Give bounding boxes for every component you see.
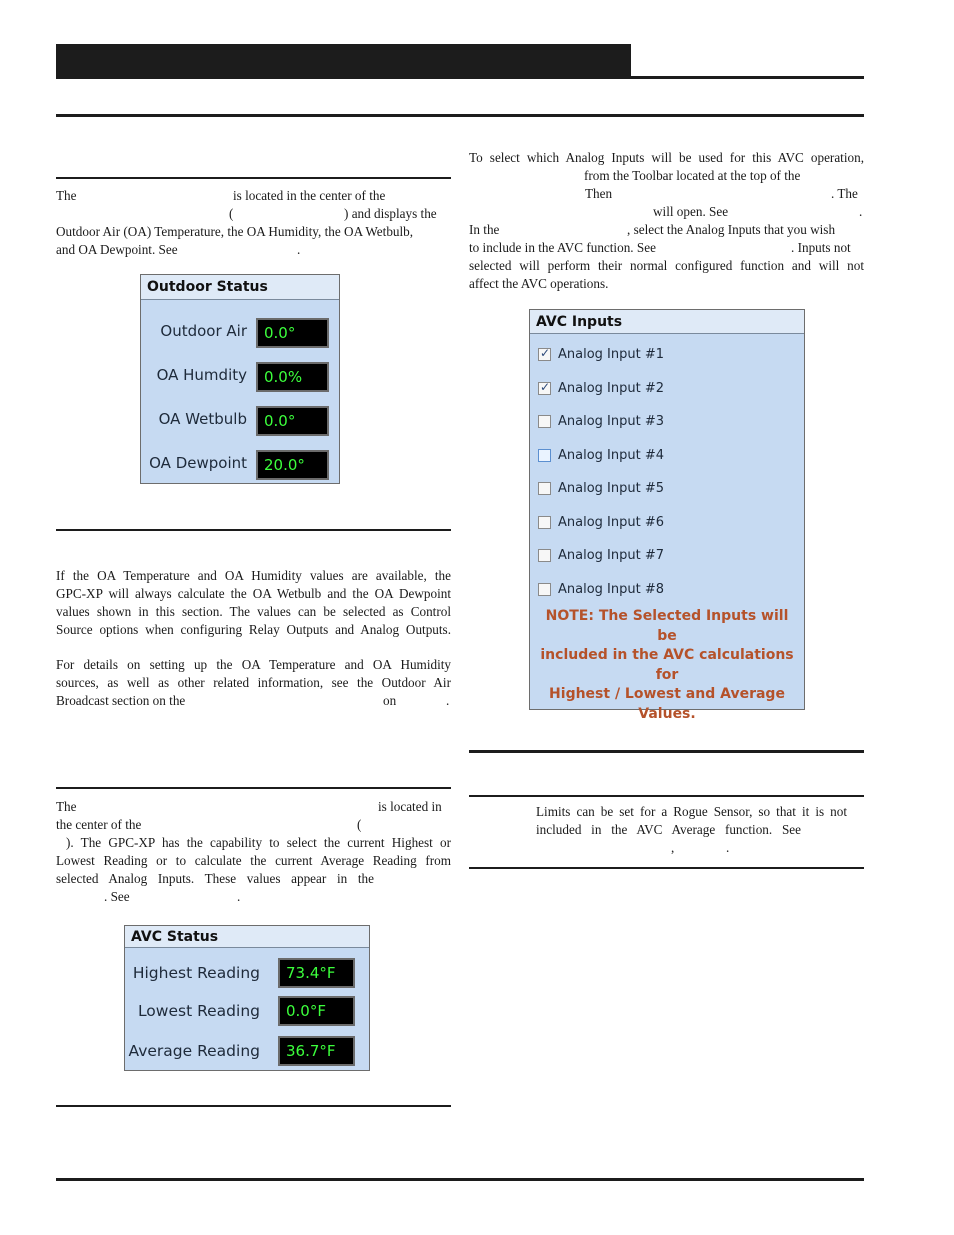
note-line: NOTE: The Selected Inputs will be [545, 608, 789, 644]
top-divider [56, 114, 864, 117]
text-line: on [383, 693, 397, 708]
oa-dewpoint-value: 20.0° [256, 450, 329, 480]
checkbox-unchecked-icon[interactable] [538, 516, 551, 529]
text-line: , [671, 840, 675, 855]
text-line: is located in [378, 799, 442, 814]
text-line: to include in the AVC function. See [469, 240, 656, 255]
section-rule-oa-calc [56, 529, 451, 531]
text-line: selected Analog Inputs. These values appear in the [56, 871, 374, 886]
analog-input-label: Analog Input #1 [558, 346, 665, 362]
note-box-top-rule [469, 795, 864, 797]
text-line: selected will perform their normal configured function and will not [469, 258, 864, 273]
lowest-reading-label: Lowest Reading [137, 1002, 260, 1020]
checkbox-checked-icon[interactable] [538, 348, 551, 361]
text-line: is located in the center of the [233, 188, 386, 203]
text-line: . [446, 693, 450, 708]
avc-status-paragraph [56, 798, 451, 908]
rogue-sensor-note [536, 803, 864, 857]
section-rule-bottom-left [56, 1105, 451, 1107]
text-line: ( [357, 817, 362, 832]
text-line: Then [585, 186, 613, 201]
analog-input-label: Analog Input #8 [558, 581, 665, 597]
oa-wetbulb-value: 0.0° [256, 406, 329, 436]
checkbox-checked-icon[interactable] [538, 382, 551, 395]
text-line: ( [229, 206, 234, 221]
text-line: . [726, 840, 730, 855]
text-line: will open. See [653, 204, 729, 219]
text-line: . See [104, 889, 130, 904]
text-line: . [859, 204, 863, 219]
text-line: the center of the [56, 817, 142, 832]
text-line: . [297, 242, 301, 257]
text-line: If the OA Temperature and OA Humidity values are available, the [56, 568, 451, 583]
text-line: sources, as well as other related information, see the Outdoor Air [56, 675, 451, 690]
oa-calc-paragraph [56, 567, 451, 639]
avc-status-panel [124, 925, 370, 1071]
text-line: Lowest Reading or to calculate the current Average Reading from [56, 853, 451, 868]
oa-humidity-value: 0.0% [256, 362, 329, 392]
note-line: included in the AVC calculations for [540, 647, 794, 683]
header-rule [631, 76, 864, 79]
analog-input-label: Analog Input #2 [558, 380, 665, 396]
text-line: Outdoor Air (OA) Temperature, the OA Humidity, the OA Wetbulb, [56, 224, 414, 239]
note-box-bottom-rule [469, 867, 864, 869]
text-line: included in the AVC Average function. See [536, 822, 801, 837]
section-rule-right [469, 750, 864, 753]
highest-reading-label: Highest Reading [132, 964, 260, 982]
avc-inputs-panel [529, 309, 805, 722]
checkbox-unchecked-icon[interactable] [538, 549, 551, 562]
select-inputs-paragraph [469, 149, 864, 295]
text-line: ). The GPC-XP has the capability to select the current Highest or [66, 835, 451, 850]
text-line: affect the AVC operations. [469, 276, 609, 291]
analog-input-2-checkbox[interactable] [538, 379, 664, 397]
text-line: Source options when configuring Relay Outputs and Analog Outputs. [56, 622, 451, 637]
details-paragraph [56, 656, 451, 708]
average-reading-label: Average Reading [128, 1042, 260, 1060]
text-line: , select the Analog Inputs that you wish [627, 222, 836, 237]
oa-humidity-label: OA Humdity [156, 366, 247, 384]
section-rule-outdoor [56, 177, 451, 179]
text-line: In the [469, 222, 500, 237]
outdoor-air-label: Outdoor Air [160, 322, 247, 340]
analog-input-6-checkbox[interactable] [538, 513, 664, 531]
lowest-reading-value: 0.0°F [278, 996, 355, 1026]
text-line: and OA Dewpoint. See [56, 242, 178, 257]
checkbox-unchecked-icon[interactable] [538, 415, 551, 428]
average-reading-value: 36.7°F [278, 1036, 355, 1066]
text-line: . Inputs not [791, 240, 851, 255]
oa-wetbulb-label: OA Wetbulb [158, 410, 247, 428]
analog-input-label: Analog Input #6 [558, 514, 665, 530]
analog-input-3-checkbox[interactable] [538, 412, 664, 430]
text-line: Broadcast section on the [56, 693, 186, 708]
avc-inputs-title: AVC Inputs [530, 310, 804, 334]
page-header-bar [56, 44, 631, 79]
highest-reading-value: 73.4°F [278, 958, 355, 988]
text-line: Limits can be set for a Rogue Sensor, so that it is not [536, 804, 847, 819]
text-line: The [56, 188, 77, 203]
text-line: GPC-XP will always calculate the OA Wetbulb and the OA Dewpoint [56, 586, 451, 601]
analog-input-5-checkbox[interactable] [538, 479, 664, 497]
note-line: Values. [638, 705, 696, 722]
note-line: Highest / Lowest and Average [549, 686, 785, 702]
oa-dewpoint-label: OA Dewpoint [149, 454, 247, 472]
analog-input-label: Analog Input #3 [558, 413, 665, 429]
text-line: values shown in this section. The values can be selected as Control [56, 604, 451, 619]
footer-rule [56, 1178, 864, 1181]
outdoor-status-title: Outdoor Status [141, 275, 339, 300]
checkbox-unchecked-icon[interactable] [538, 449, 551, 462]
text-line: The [56, 799, 77, 814]
analog-input-label: Analog Input #4 [558, 447, 665, 463]
analog-input-7-checkbox[interactable] [538, 546, 664, 564]
analog-input-label: Analog Input #5 [558, 480, 665, 496]
text-line: To select which Analog Inputs will be used for this AVC operation, [469, 150, 864, 165]
outdoor-status-panel [140, 274, 340, 484]
analog-input-8-checkbox[interactable] [538, 580, 664, 598]
analog-input-1-checkbox[interactable] [538, 345, 664, 363]
checkbox-unchecked-icon[interactable] [538, 482, 551, 495]
checkbox-unchecked-icon[interactable] [538, 583, 551, 596]
avc-status-title: AVC Status [125, 926, 369, 948]
text-line: . [237, 889, 241, 904]
section-rule-avc [56, 787, 451, 789]
analog-input-4-checkbox[interactable] [538, 446, 664, 464]
avc-inputs-note [536, 607, 798, 724]
text-line: For details on setting up the OA Temperature and OA Humidity [56, 657, 451, 672]
analog-input-label: Analog Input #7 [558, 547, 665, 563]
text-line: ) and displays the [344, 206, 437, 221]
text-line: from the Toolbar located at the top of the [584, 168, 801, 183]
text-line: . The [831, 186, 858, 201]
outdoor-air-value: 0.0° [256, 318, 329, 348]
